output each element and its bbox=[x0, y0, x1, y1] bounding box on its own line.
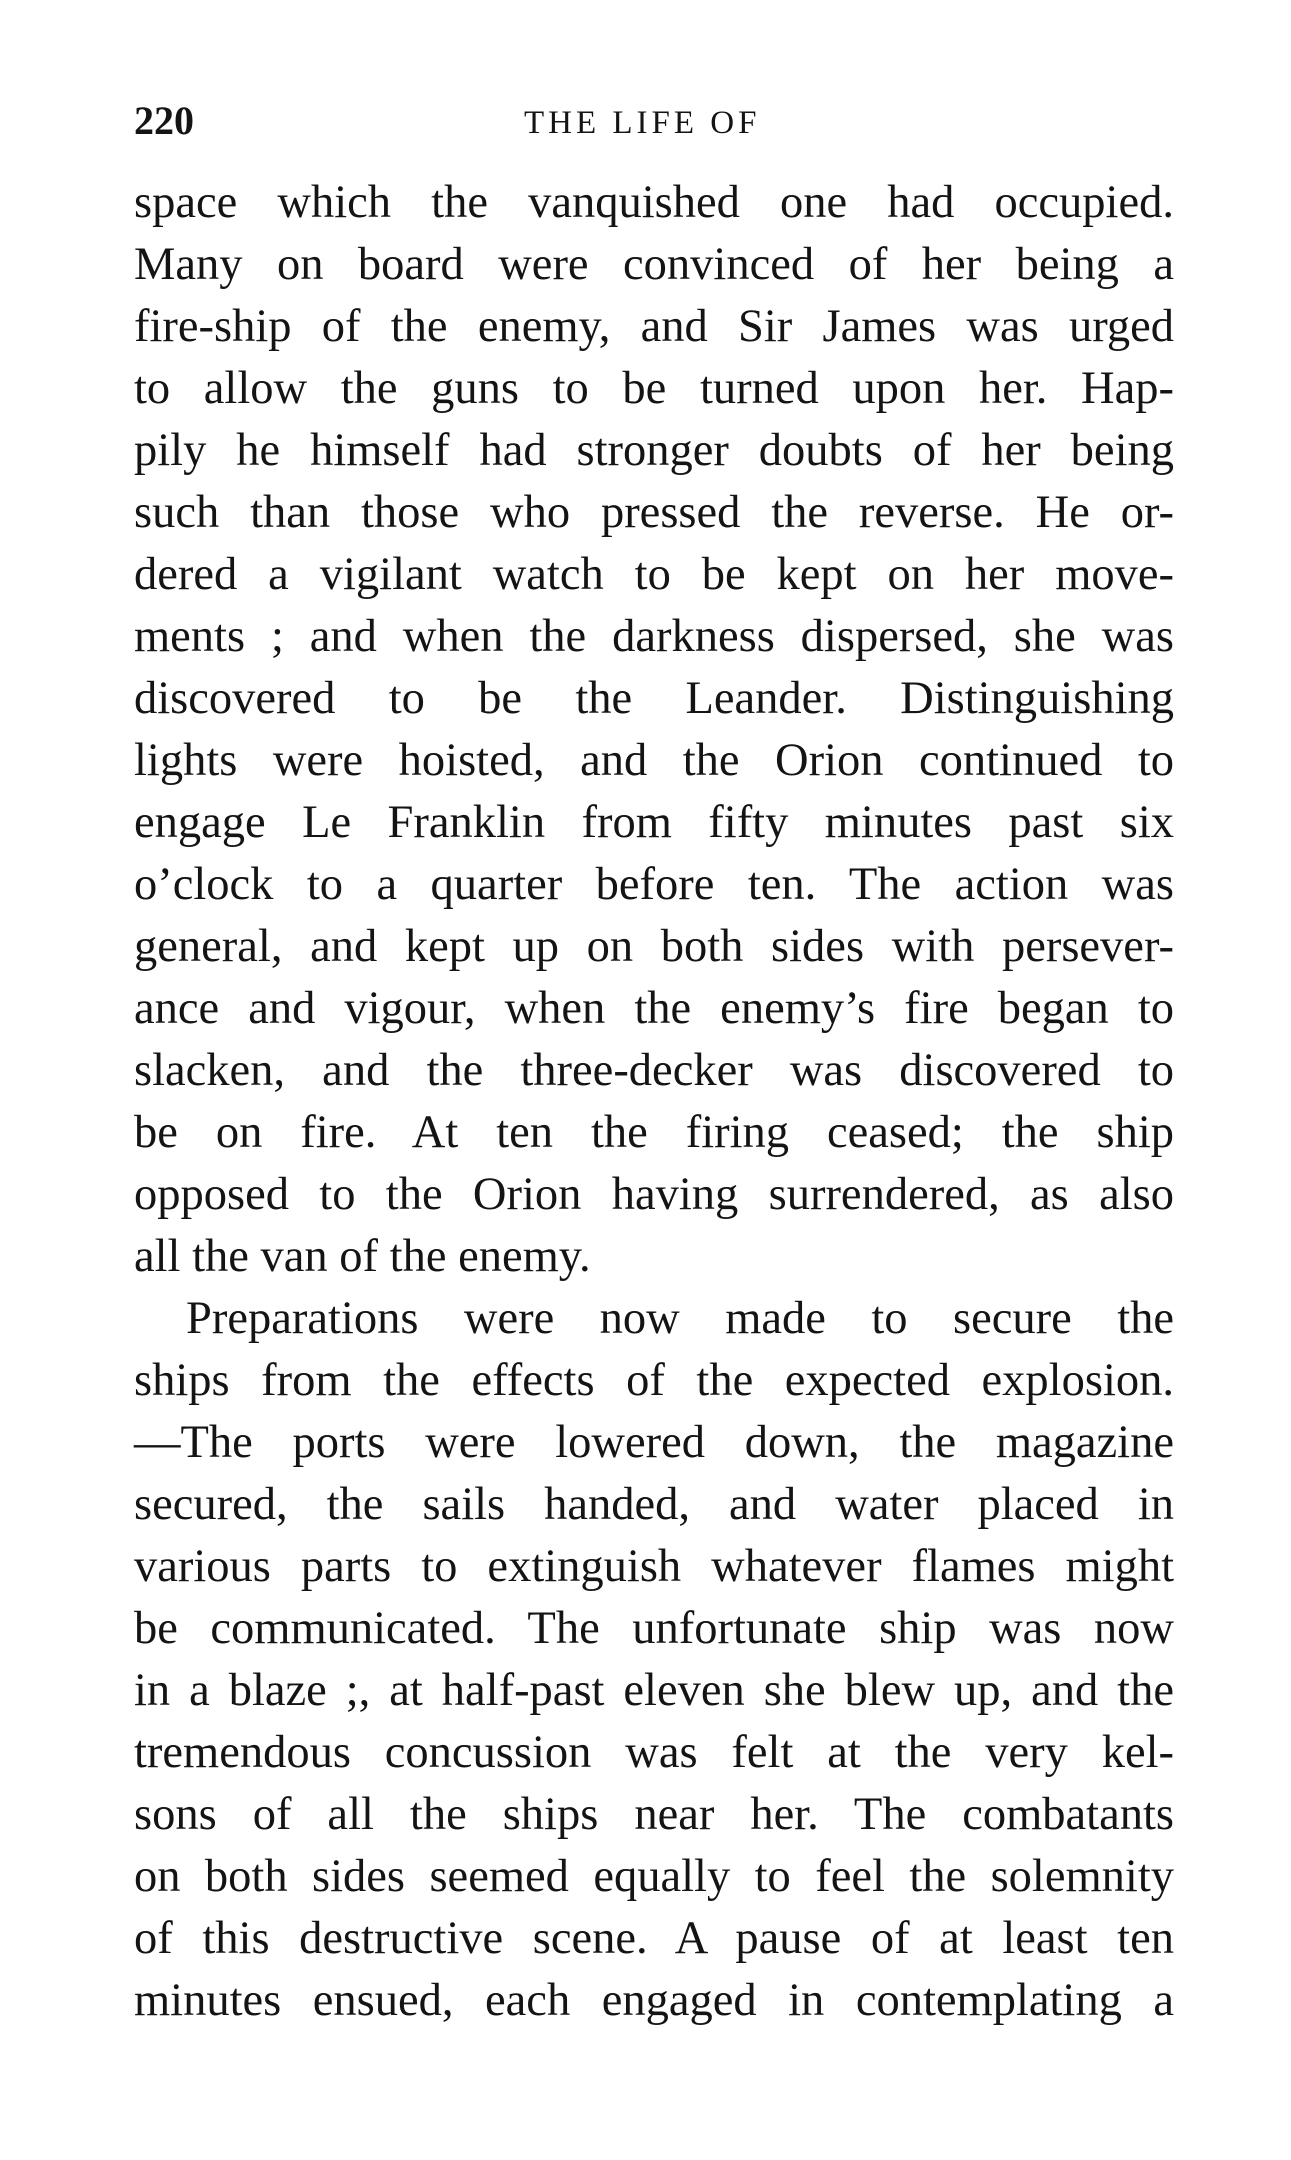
text-line: lights were hoisted, and the Orion continued to bbox=[134, 735, 1174, 786]
text-line: general, and kept up on both sides with persever- bbox=[134, 921, 1174, 972]
text-line: to allow the guns to be turned upon her. Hap- bbox=[134, 363, 1174, 414]
text-line: —The ports were lowered down, the magazine bbox=[134, 1417, 1174, 1468]
text-line: opposed to the Orion having surrendered, as also bbox=[134, 1169, 1174, 1220]
text-line: be communicated. The unfortunate ship was now bbox=[134, 1603, 1174, 1654]
paragraph-2 bbox=[134, 1288, 1174, 2032]
body-text bbox=[134, 172, 1174, 2032]
text-line: o’clock to a quarter before ten. The action was bbox=[134, 859, 1174, 910]
text-line: space which the vanquished one had occupied. bbox=[134, 177, 1174, 228]
text-line: sons of all the ships near her. The combatants bbox=[134, 1789, 1174, 1840]
text-line: Preparations were now made to secure the bbox=[186, 1293, 1174, 1344]
text-line: engage Le Franklin from fifty minutes past six bbox=[134, 797, 1174, 848]
text-line: various parts to extinguish whatever flames might bbox=[134, 1541, 1174, 1592]
text-line: minutes ensued, each engaged in contemplating a bbox=[134, 1975, 1174, 2026]
text-line: ments ; and when the darkness dispersed, she was bbox=[134, 611, 1174, 662]
text-line: be on fire. At ten the firing ceased; the ship bbox=[134, 1107, 1174, 1158]
text-line: on both sides seemed equally to feel the solemnity bbox=[134, 1851, 1174, 1902]
paragraph-1 bbox=[134, 172, 1174, 1288]
text-line: pily he himself had stronger doubts of her being bbox=[134, 425, 1174, 476]
text-line: discovered to be the Leander. Distinguishing bbox=[134, 673, 1174, 724]
text-line: all the van of the enemy. bbox=[134, 1231, 591, 1282]
running-head bbox=[134, 98, 1174, 144]
text-line: slacken, and the three-decker was discovered to bbox=[134, 1045, 1174, 1096]
text-line: ance and vigour, when the enemy’s fire began to bbox=[134, 983, 1174, 1034]
text-line: of this destructive scene. A pause of at least ten bbox=[134, 1913, 1174, 1964]
text-line: ships from the effects of the expected explosion. bbox=[134, 1355, 1174, 1406]
text-line: such than those who pressed the reverse. He or- bbox=[134, 487, 1174, 538]
running-title: THE LIFE OF bbox=[524, 105, 761, 141]
page-number: 220 bbox=[134, 98, 194, 143]
text-line: secured, the sails handed, and water placed in bbox=[134, 1479, 1174, 1530]
text-line: Many on board were convinced of her being a bbox=[134, 239, 1174, 290]
text-line: tremendous concussion was felt at the very kel- bbox=[134, 1727, 1174, 1778]
text-line: fire-ship of the enemy, and Sir James was urged bbox=[134, 301, 1174, 352]
text-line: dered a vigilant watch to be kept on her move- bbox=[134, 549, 1174, 600]
text-line: in a blaze ;, at half-past eleven she blew up, and the bbox=[134, 1665, 1174, 1716]
